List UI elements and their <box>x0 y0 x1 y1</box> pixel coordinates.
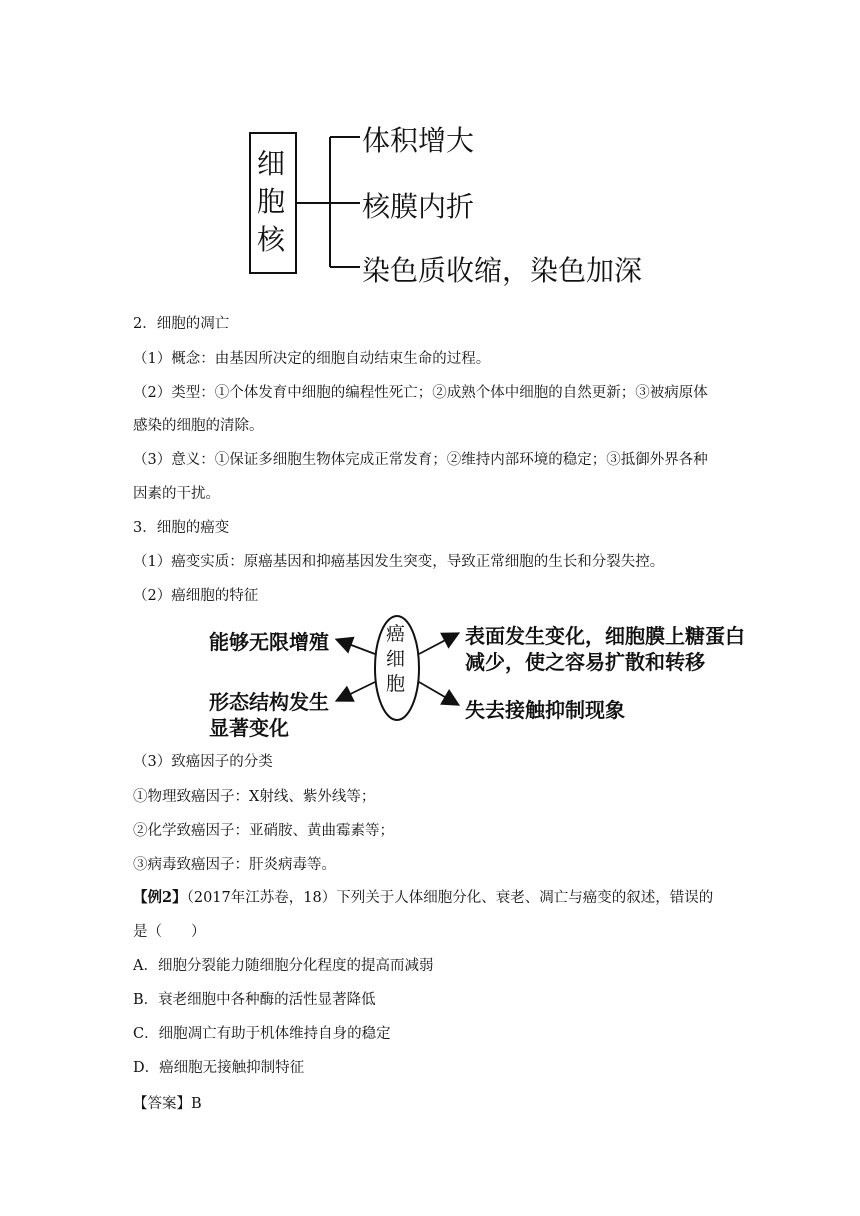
nucleus-diagram <box>240 115 680 290</box>
option-b: B．衰老细胞中各种酶的活性显著降低 <box>133 992 376 1008</box>
cancer-center-char-3: 胞 <box>386 673 406 695</box>
nucleus-box-char-2: 胞 <box>257 185 286 218</box>
cancer-center-char-2: 细 <box>386 648 406 670</box>
option-d: D．癌细胞无接触抑制特征 <box>133 1060 305 1076</box>
cancer-feature-top-left: 能够无限增殖 <box>209 630 329 654</box>
example-stem-line-1 <box>133 888 713 908</box>
apoptosis-types-line-1: （2）类型：①个体发育中细胞的编程性死亡；②成熟个体中细胞的自然更新；③被病原体 <box>133 385 708 401</box>
cancer-feature-bottom-left-2: 显著变化 <box>209 716 289 740</box>
apoptosis-meaning-line-2: 因素的干扰。 <box>133 486 220 502</box>
nucleus-branch-1: 体积增大 <box>362 124 475 157</box>
answer: 【答案】B <box>133 1096 202 1112</box>
cancer-viral-factor: ③病毒致癌因子：肝炎病毒等。 <box>133 857 336 873</box>
cancer-physical-factor: ①物理致癌因子：X射线、紫外线等； <box>133 789 376 805</box>
example-stem-line-2: 是（ ） <box>133 924 206 940</box>
cancer-classification-heading: （3）致癌因子的分类 <box>133 754 273 770</box>
apoptosis-heading: 2．细胞的凋亡 <box>133 316 230 332</box>
cancer-feature-bottom-right: 失去接触抑制现象 <box>465 698 625 722</box>
nucleus-box-char-3: 核 <box>257 223 286 256</box>
option-c: C．细胞凋亡有助于机体维持自身的稳定 <box>133 1026 391 1042</box>
nucleus-box-char-1: 细 <box>257 147 286 180</box>
cancer-cell-diagram <box>205 612 775 742</box>
example-label: 【例2】 <box>133 889 187 906</box>
cancer-feature-bottom-left-1: 形态结构发生 <box>209 690 329 714</box>
cancer-features-heading: （2）癌细胞的特征 <box>133 588 259 604</box>
example-stem-1: （2017年江苏卷，18）下列关于人体细胞分化、衰老、凋亡与癌变的叙述，错误的 <box>186 890 714 906</box>
apoptosis-concept: （1）概念：由基因所决定的细胞自动结束生命的过程。 <box>133 351 491 367</box>
option-a: A．细胞分裂能力随细胞分化程度的提高而减弱 <box>133 958 434 974</box>
cancer-center-char-1: 癌 <box>386 623 406 645</box>
cancer-chemical-factor: ②化学致癌因子：亚硝胺、黄曲霉素等； <box>133 823 394 839</box>
apoptosis-types-line-2: 感染的细胞的清除。 <box>133 418 264 434</box>
cancer-essence: （1）癌变实质：原癌基因和抑癌基因发生突变，导致正常细胞的生长和分裂失控。 <box>133 554 665 570</box>
apoptosis-meaning-line-1: （3）意义：①保证多细胞生物体完成正常发育；②维持内部环境的稳定；③抵御外界各种 <box>133 452 708 468</box>
cancer-feature-top-right-1: 表面发生变化，细胞膜上糖蛋白 <box>465 624 745 648</box>
cancer-heading: 3．细胞的癌变 <box>133 520 230 536</box>
nucleus-branch-2: 核膜内折 <box>362 190 475 223</box>
cancer-feature-top-right-2: 减少，使之容易扩散和转移 <box>465 650 705 674</box>
nucleus-branch-3: 染色质收缩，染色加深 <box>362 254 643 287</box>
